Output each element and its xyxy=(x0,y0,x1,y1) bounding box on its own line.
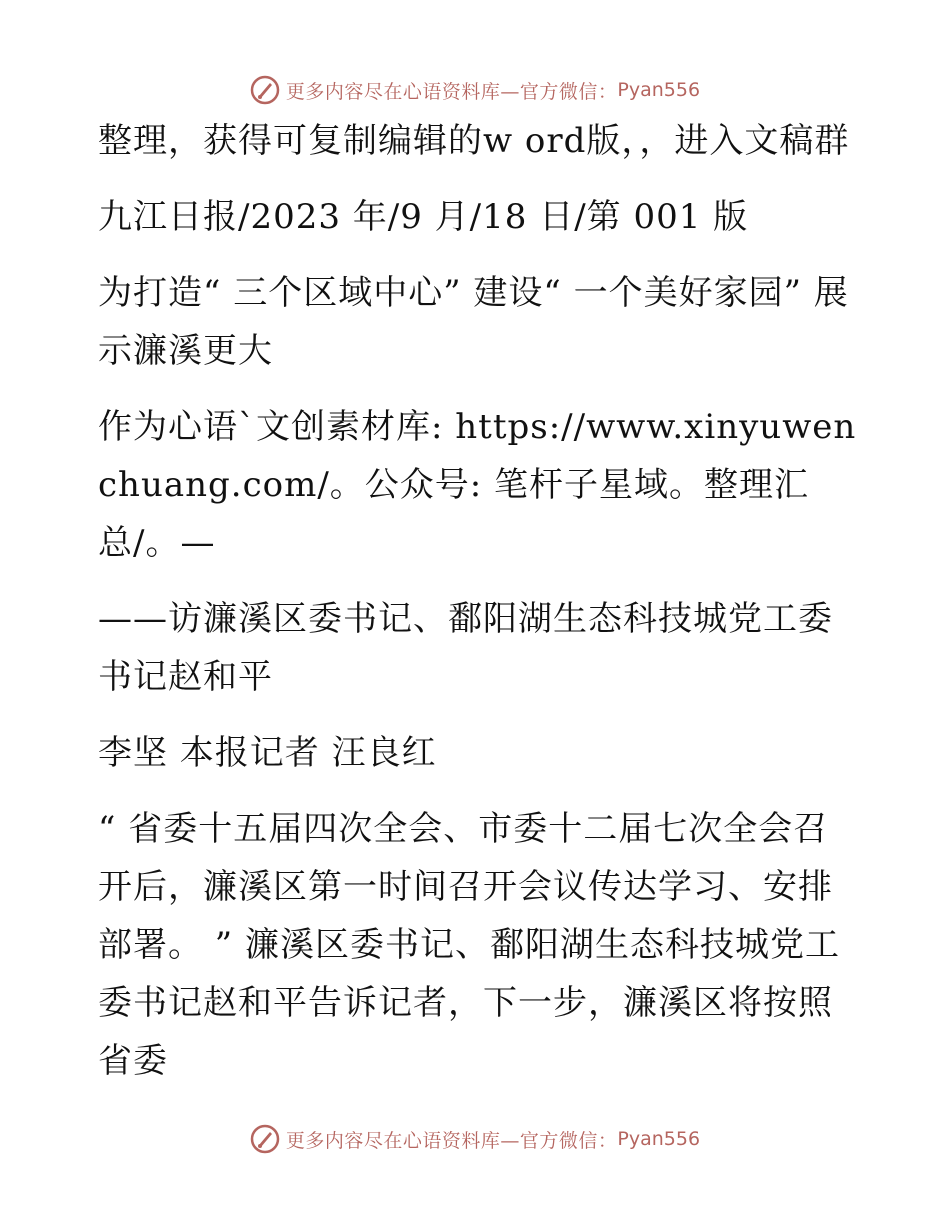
logo-icon xyxy=(250,1124,280,1154)
paragraph: 九江日报/2023 年/9 月/18 日/第 001 版 xyxy=(98,197,749,237)
paragraph: ——访濂溪区委书记、鄱阳湖生态科技城党工委书记赵和平 xyxy=(98,599,833,697)
paragraph: “ 省委十五届四次全会、市委十二届七次全会召开后，濂溪区第一时间召开会议传达学习、安排部署。 ” 濂溪区委书记、鄱阳湖生态科技城党工委书记赵和平告诉记者，下一步，濂溪区将按照省委 xyxy=(98,809,840,1081)
document-body xyxy=(98,112,858,1108)
paragraph: 作为心语`文创素材库: https://www.xinyuwenchuang.com/。公众号: 笔杆子星域。整理汇总/。— xyxy=(98,407,857,563)
logo-icon xyxy=(250,75,280,105)
paragraph: 李坚 本报记者 汪良红 xyxy=(98,733,437,773)
paragraph: 为打造“ 三个区域中心” 建设“ 一个美好家园” 展示濂溪更大 xyxy=(98,273,849,371)
banner-text: 更多内容尽在心语资料库—官方微信： xyxy=(285,1129,618,1152)
footer-watermark-banner xyxy=(0,1117,950,1161)
header-watermark-banner xyxy=(0,68,950,112)
paragraph: 整理，获得可复制编辑的w ord版，，进入文稿群 xyxy=(98,121,850,161)
banner-handle: Pyan556 xyxy=(617,1128,701,1150)
banner-text: 更多内容尽在心语资料库—官方微信： xyxy=(285,80,618,103)
banner-handle: Pyan556 xyxy=(617,79,701,101)
